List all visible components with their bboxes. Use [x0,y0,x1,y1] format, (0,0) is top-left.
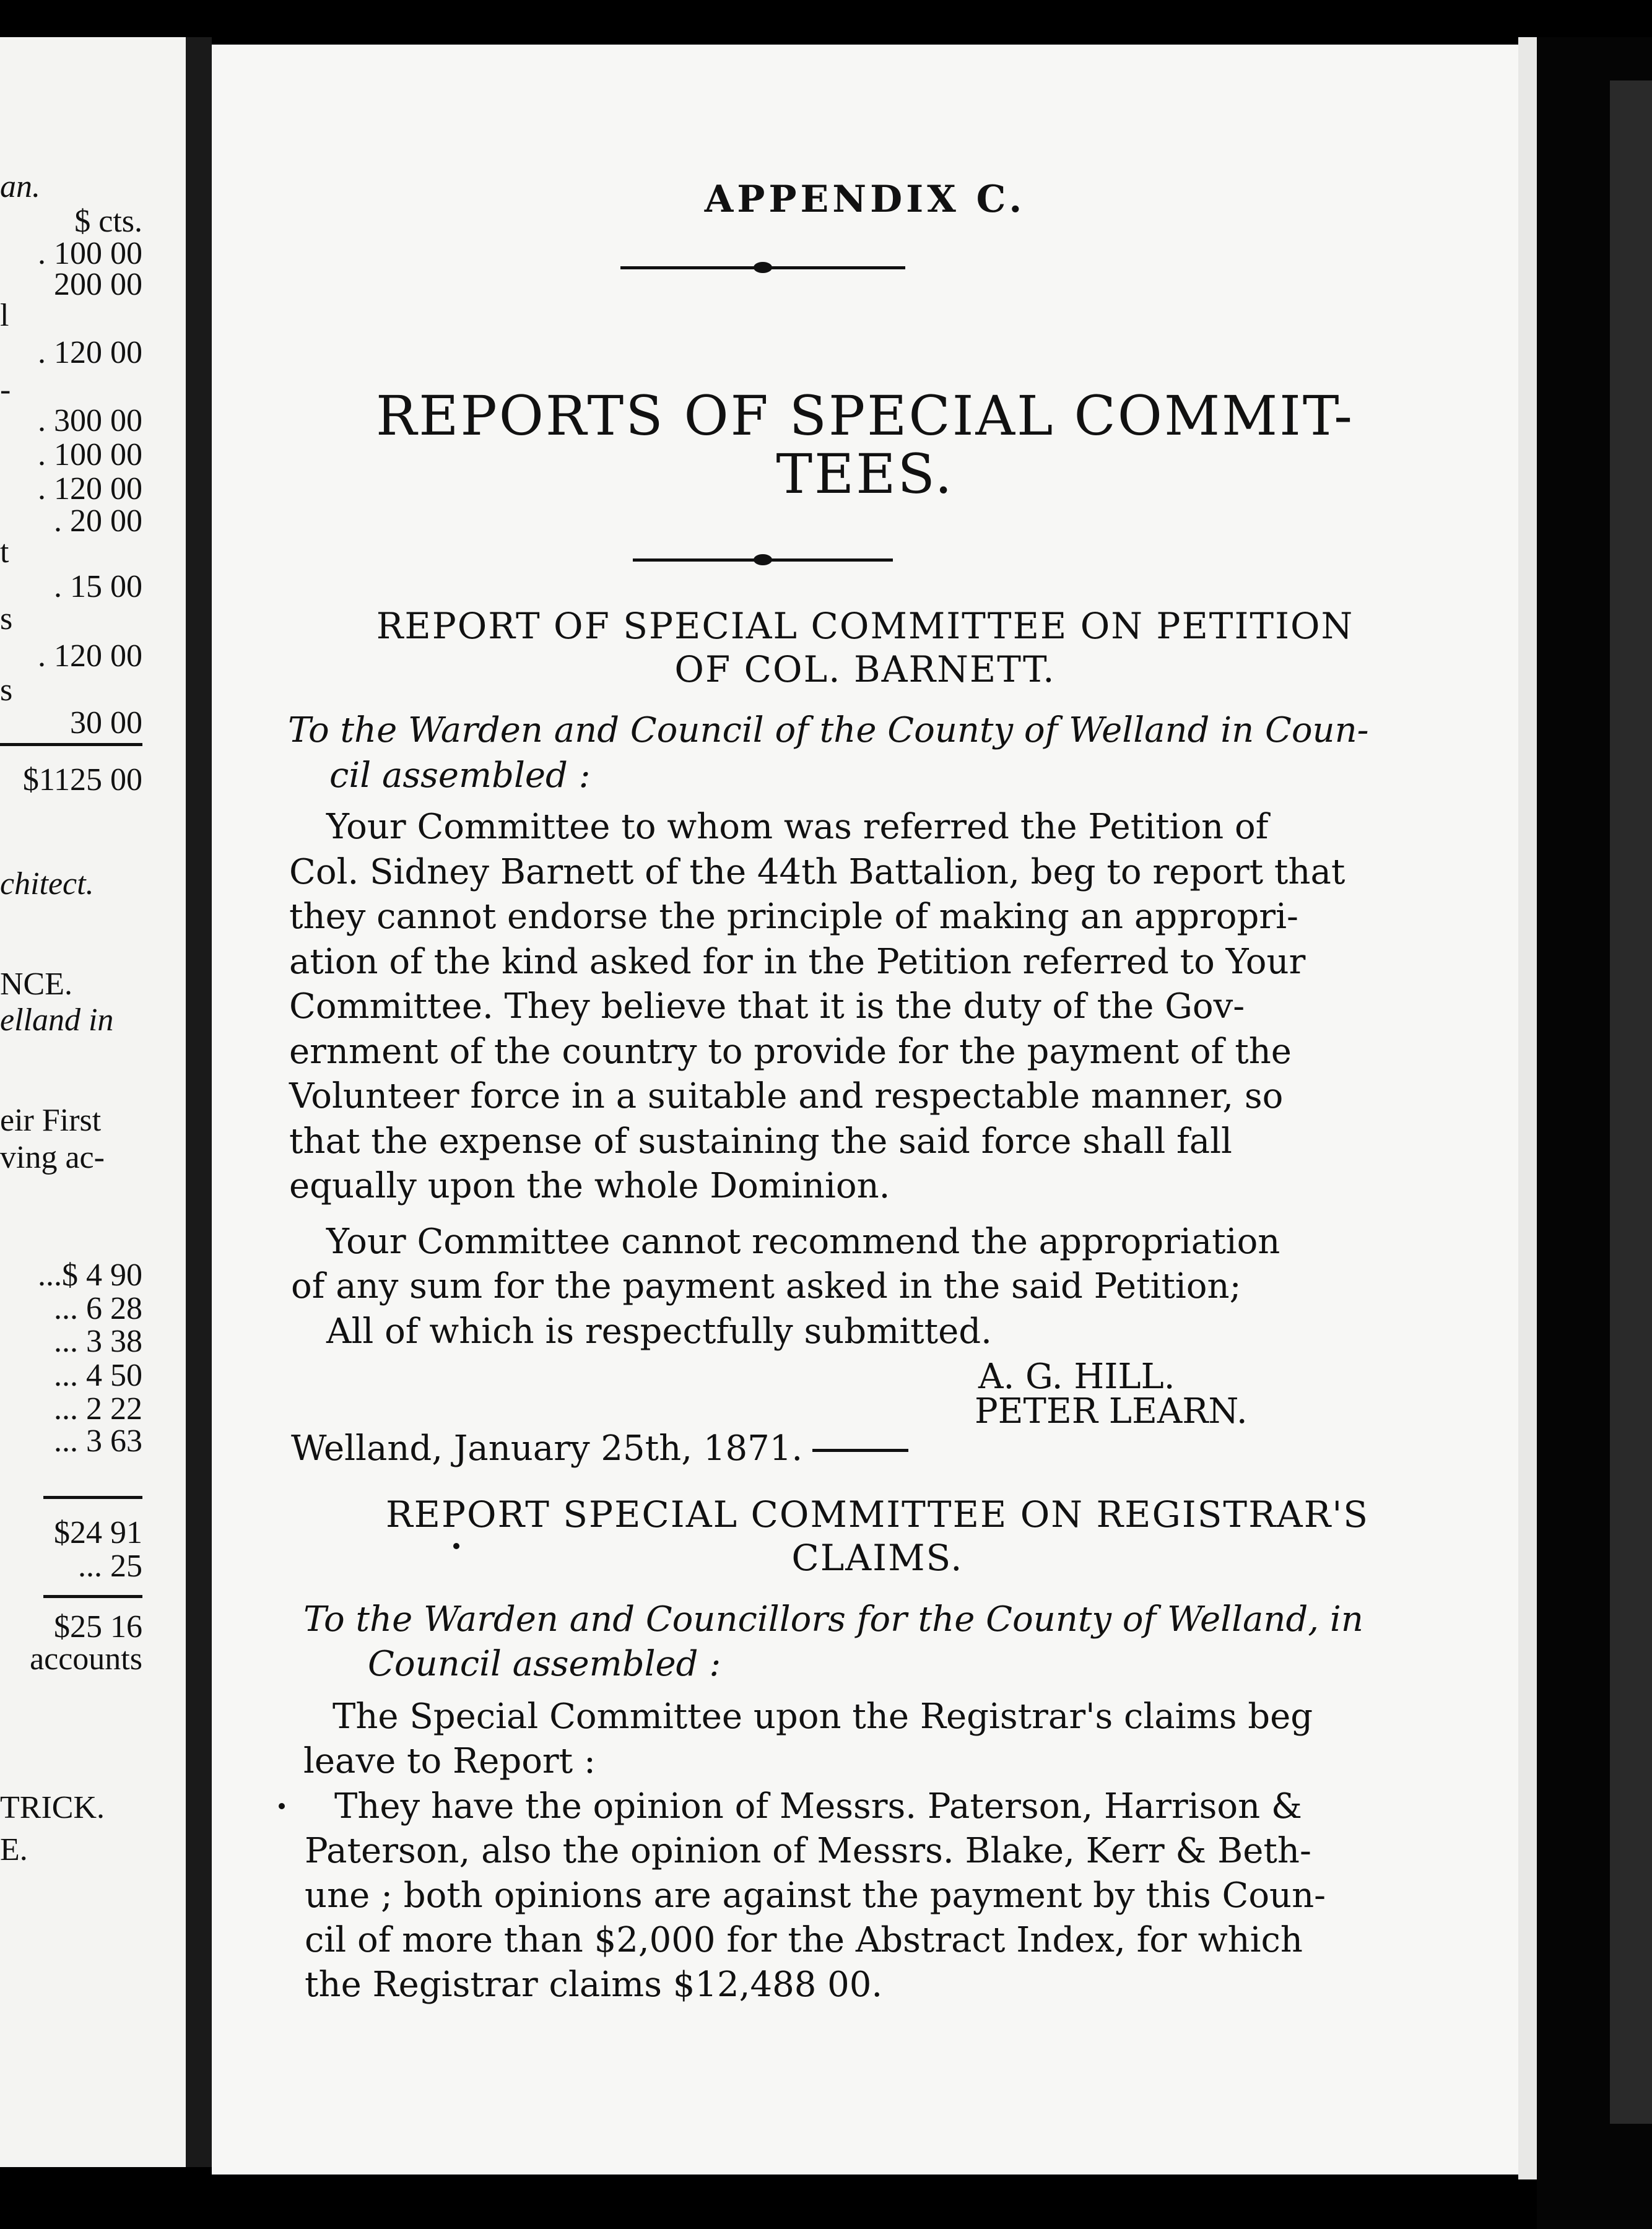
ornament-rule-middle [633,558,893,562]
report1-closing: All of which is respectfully submitted. [326,1311,992,1352]
left-page-line: elland in [0,1002,114,1038]
body-text-line: Volunteer force in a suitable and respectable manner, so [289,1076,1284,1116]
main-title-line1: REPORTS OF SPECIAL COMMIT- [375,384,1354,448]
left-page-line: . 120 00 [38,638,142,674]
left-page-line: $1125 00 [22,762,142,797]
left-page-line: - [0,372,11,407]
ink-speck [279,1803,285,1809]
ornament-rule-top [620,266,905,269]
book-gutter [186,37,212,2167]
body-text-line: leave to Report : [303,1741,596,1781]
left-page-line: . 100 00 [38,437,142,472]
left-page-line: . 300 00 [38,403,142,438]
report1-signature1: A. G. HILL. [978,1357,1175,1397]
adjacent-page-strip [1610,80,1652,2124]
left-page-line: 200 00 [54,267,142,302]
left-page-line: $25 16 [54,1609,142,1645]
left-page-line: . 20 00 [54,503,142,539]
sum-rule [43,1595,142,1598]
left-page-line: . 120 00 [38,471,142,506]
sum-rule [43,1496,142,1499]
left-page-line: TRICK. [0,1790,105,1825]
left-page-line: t [0,534,9,570]
report2-heading-line2: CLAIMS. [791,1537,963,1579]
left-page-line: E. [0,1832,28,1867]
left-page-line: accounts [30,1641,142,1677]
body-text-line: Col. Sidney Barnett of the 44th Battalion, beg to report that [289,851,1346,892]
left-facing-page [0,37,186,2167]
left-page-line: . 120 00 [38,335,142,370]
report2-address-line2: Council assembled : [368,1644,721,1684]
left-page-line: ... 6 28 [54,1291,142,1326]
body-text-line: Committee. They believe that it is the duty of the Gov- [289,986,1245,1027]
left-page-line: chitect. [0,866,94,902]
page-edge [1518,37,1537,2179]
left-page-line: ... 2 22 [54,1391,142,1427]
body-text-line: that the expense of sustaining the said force shall fall [289,1121,1232,1162]
main-title-line2: TEES. [776,442,954,506]
body-text-line: They have the opinion of Messrs. Paterson, Harrison & [334,1786,1302,1827]
body-text-line: une ; both opinions are against the payment by this Coun- [305,1875,1326,1916]
sum-rule [0,743,142,746]
left-page-line: $ cts. [74,204,142,239]
body-text-line: cil of more than $2,000 for the Abstract Index, for which [305,1920,1303,1960]
separator-rule [812,1449,908,1452]
left-page-line: ... 25 [78,1549,142,1584]
report1-signature2: PETER LEARN. [975,1391,1248,1432]
left-page-line: l [0,298,9,333]
appendix-label: APPENDIX C. [704,178,1026,221]
report2-heading-line1: REPORT SPECIAL COMMITTEE ON REGISTRAR'S [385,1493,1370,1536]
left-page-line: s [0,672,13,708]
body-text-line: of any sum for the payment asked in the said Petition; [291,1266,1241,1306]
body-text-line: Your Committee to whom was referred the Petition of [326,807,1269,847]
left-page-line: ving ac- [0,1140,105,1175]
left-page-line: eir First [0,1103,102,1138]
report2-address-line1: To the Warden and Councillors for the County of Welland, in [303,1599,1363,1640]
body-text-line: they cannot endorse the principle of making an appropri- [289,897,1298,937]
report1-heading-line1: REPORT OF SPECIAL COMMITTEE ON PETITION [376,605,1354,647]
left-page-line: NCE. [0,967,72,1002]
body-text-line: Your Committee cannot recommend the appropriation [326,1222,1280,1262]
body-text-line: ernment of the country to provide for the payment of the [289,1031,1292,1072]
body-text-line: Paterson, also the opinion of Messrs. Blake, Kerr & Beth- [305,1831,1311,1871]
main-page [212,45,1518,2175]
left-page-line: ...$ 4 90 [38,1258,142,1293]
left-page-line: an. [0,169,40,204]
ink-speck [453,1543,459,1549]
left-page-line: ... 4 50 [54,1358,142,1393]
left-page-line: s [0,601,13,637]
left-page-line: ... 3 63 [54,1423,142,1459]
left-page-line: . 100 00 [38,236,142,271]
left-page-line: ... 3 38 [54,1324,142,1359]
report1-heading-line2: OF COL. BARNETT. [674,648,1056,690]
report1-dateline: Welland, January 25th, 1871. [291,1428,803,1469]
report1-address-line2: cil assembled : [329,755,591,796]
body-text-line: The Special Committee upon the Registrar's claims beg [333,1697,1313,1737]
body-text-line: the Registrar claims $12,488 00. [305,1965,883,2005]
body-text-line: equally upon the whole Dominion. [289,1166,890,1206]
left-page-line: 30 00 [70,705,142,741]
report1-address-line1: To the Warden and Council of the County of Welland in Coun- [288,710,1369,750]
left-page-line: . 15 00 [54,569,142,604]
body-text-line: ation of the kind asked for in the Petition referred to Your [289,941,1306,982]
left-page-line: $24 91 [54,1515,142,1550]
